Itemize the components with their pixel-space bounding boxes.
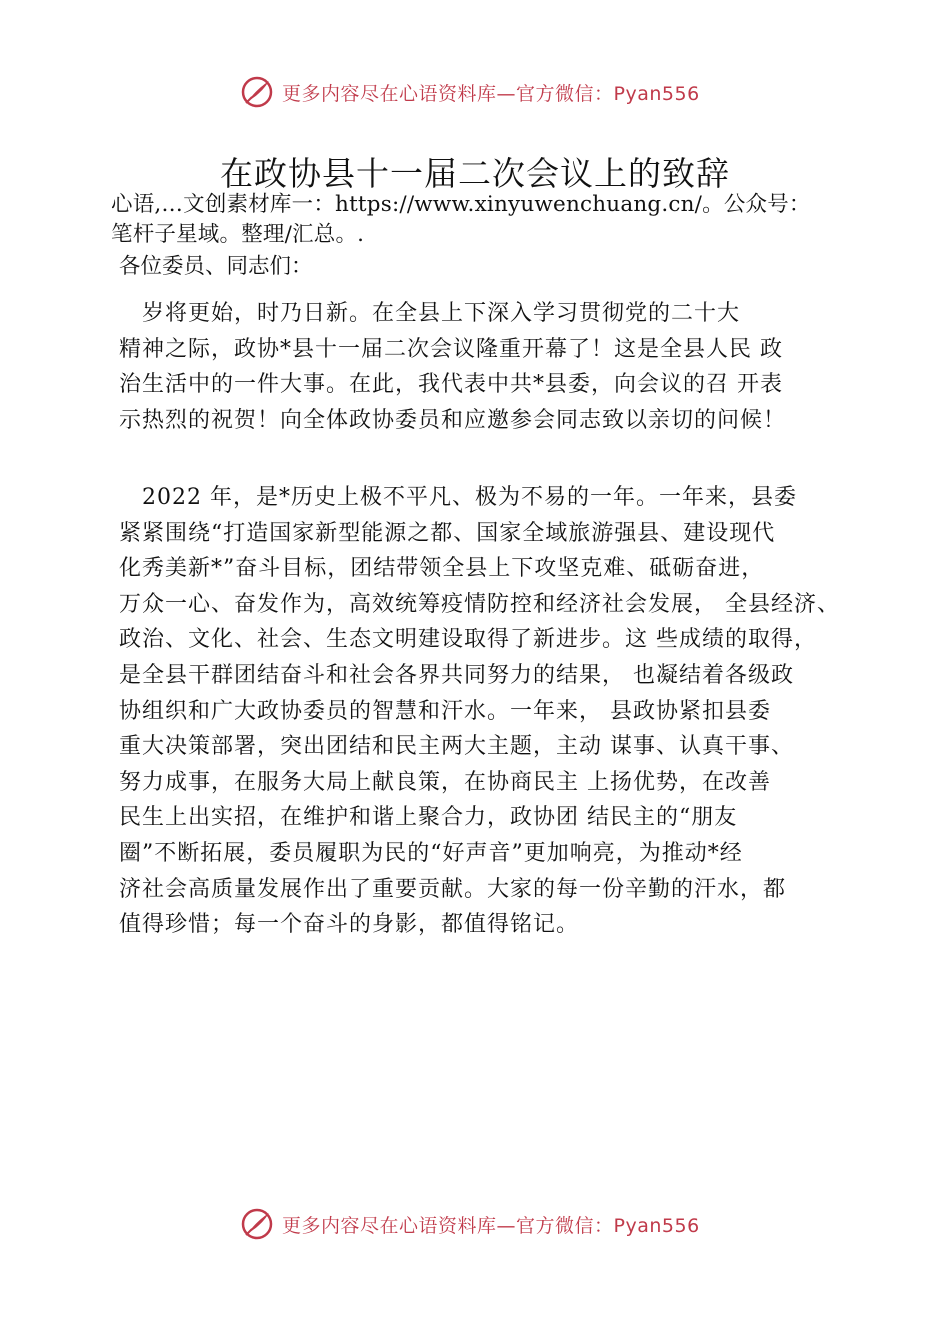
paragraph-line: 紧紧围绕“打造国家新型能源之都、国家全域旅游强县、建设现代 <box>119 520 776 546</box>
paragraph-line: 示热烈的祝贺！向全体政协委员和应邀参会同志致以亲切的问候！ <box>119 407 787 433</box>
paragraph-1 <box>119 296 869 438</box>
paragraph-line: 圈”不断拓展，委员履职为民的“好声音”更加响亮，为推动*经 <box>119 840 743 866</box>
paragraph-line: 治生活中的一件大事。在此，我代表中共*县委，向会议的召 开表 <box>119 372 783 398</box>
document-title: 在政协县十一届二次会议上的致辞 <box>220 154 730 193</box>
wechat-id: Pyan556 <box>613 1214 700 1237</box>
paragraph-2 <box>119 480 869 943</box>
paragraph-line: 济社会高质量发展作出了重要贡献。大家的每一份辛勤的汗水，都 <box>119 876 787 902</box>
paragraph-line: 化秀美新*”奋斗目标，团结带领全县上下攻坚克难、砥砺奋进， <box>119 556 765 582</box>
paragraph-line: 是全县干群团结奋斗和社会各界共同努力的结果， 也凝结着各级政 <box>119 662 794 688</box>
source-line-1: 心语,…文创素材库一：https://www.xinyuwenchuang.cn/。公众号： <box>111 192 811 217</box>
footer-banner <box>240 1204 760 1244</box>
banner-slogan: 更多内容尽在心语资料库—官方微信： <box>282 1214 614 1237</box>
salutation: 各位委员、同志们： <box>119 254 313 279</box>
source-line-2: 笔杆子星域。整理/汇总。. <box>111 222 365 247</box>
source-note <box>111 190 881 250</box>
paragraph-line: 万众一心、奋发作为，高效统筹疫情防控和经济社会发展， 全县经济、 <box>119 591 840 617</box>
wechat-id: Pyan556 <box>613 82 700 105</box>
paragraph-line: 协组织和广大政协委员的智慧和汗水。一年来， 县政协紧扣县委 <box>119 698 771 724</box>
banner-slogan: 更多内容尽在心语资料库—官方微信： <box>282 82 614 105</box>
paragraph-line: 2022 年，是*历史上极不平凡、极为不易的一年。一年来，县委 <box>119 485 797 510</box>
paragraph-line: 岁将更始，时乃日新。在全县上下深入学习贯彻党的二十大 <box>119 301 741 326</box>
paragraph-line: 努力成事，在服务大局上献良策，在协商民主 上扬优势，在改善 <box>119 769 771 795</box>
paragraph-line: 精神之际，政协*县十一届二次会议隆重开幕了！这是全县人民 政 <box>119 336 783 362</box>
paragraph-line: 重大决策部署，突出团结和民主两大主题，主动 谋事、认真干事、 <box>119 734 794 760</box>
paragraph-line: 民生上出实招，在维护和谐上聚合力，政协团 结民主的“朋友 <box>119 805 738 831</box>
paragraph-line: 政治、文化、社会、生态文明建设取得了新进步。这 些成绩的取得， <box>119 627 817 653</box>
header-banner <box>240 72 760 112</box>
paragraph-line: 值得珍惜；每一个奋斗的身影，都值得铭记。 <box>119 912 580 938</box>
banner-text <box>282 79 700 106</box>
banner-text <box>282 1211 700 1238</box>
quill-logo-icon <box>240 75 274 109</box>
quill-logo-icon <box>240 1207 274 1241</box>
